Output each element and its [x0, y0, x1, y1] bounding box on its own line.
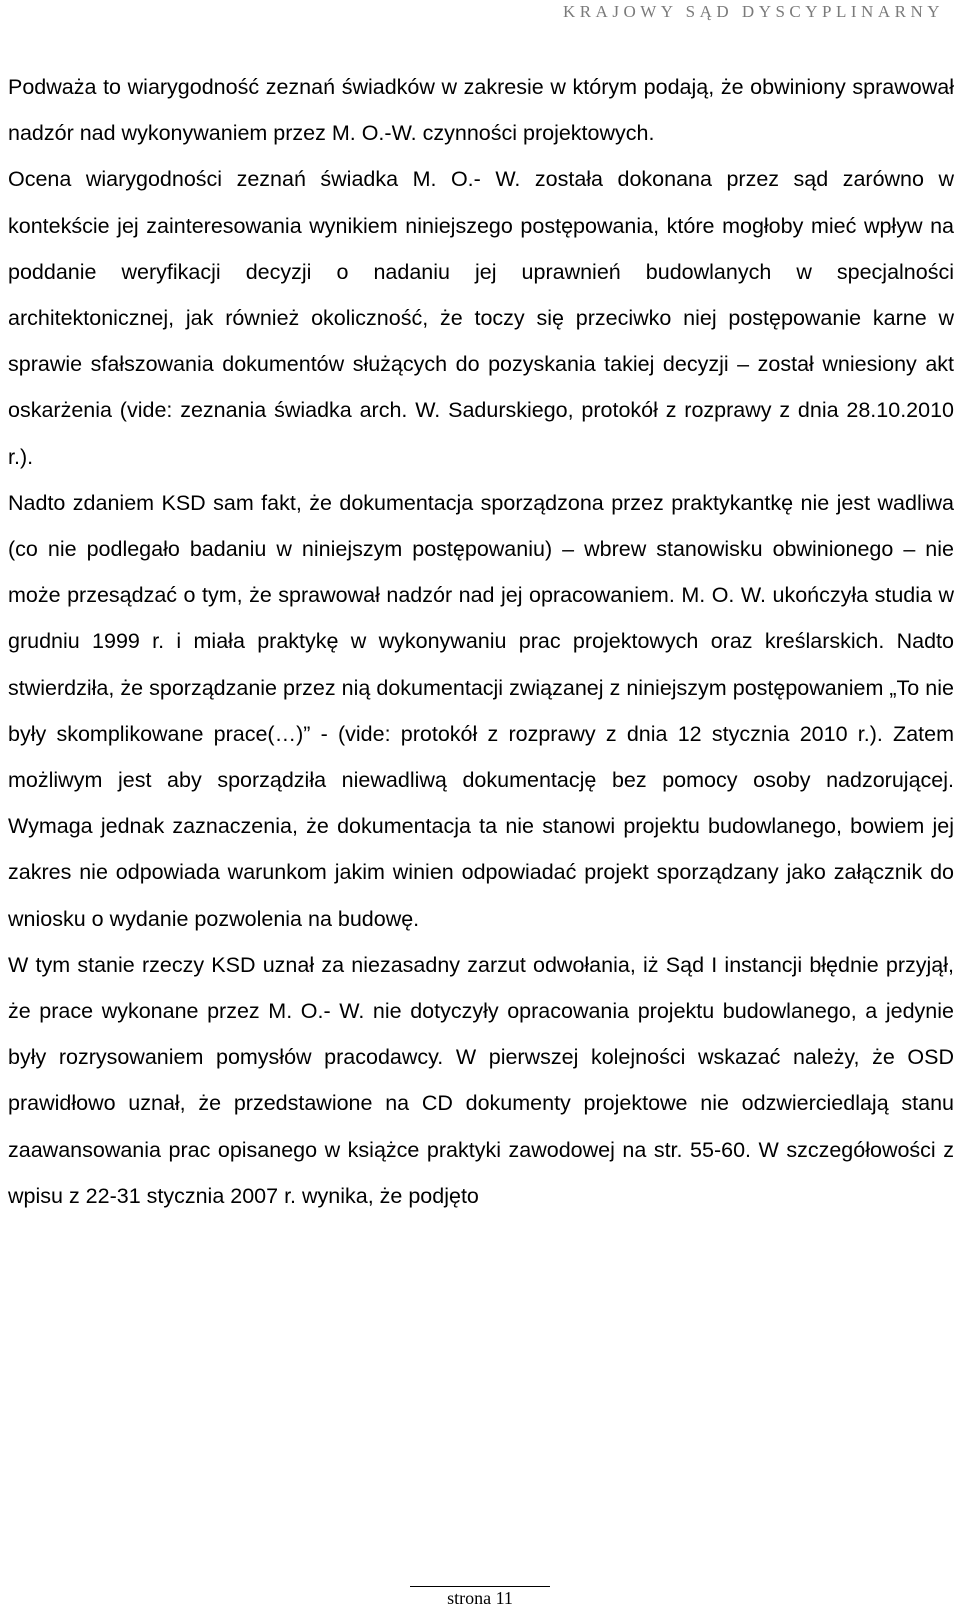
court-name: KRAJOWY SĄD DYSCYPLINARNY — [562, 2, 944, 21]
page-number: strona 11 — [447, 1588, 513, 1608]
paragraph-2: Ocena wiarygodności zeznań świadka M. O.- W. została dokonana przez sąd zarówno w kontekście jej zainteresowania wynikiem niniejszego postępowania, które mogłoby mieć wpływ na poddanie weryfikacji decyzji o nadaniu jej uprawnień budowlanych w specjalności architektonicznej, jak również okoliczność, że toczy się przeciwko niej postępowanie karne w sprawie sfałszowania dokumentów służących do pozyskania takiej decyzji – został wniesiony akt oskarżenia (vide: zeznania świadka arch. W. Sadurskiego, protokół z rozprawy z dnia 28.10.2010 r.). — [8, 167, 954, 469]
paragraph-3: Nadto zdaniem KSD sam fakt, że dokumentacja sporządzona przez praktykantkę nie jest wadliwa (co nie podlegało badaniu w niniejszym postępowaniu) – wbrew stanowisku obwinionego – nie może przesądzać o tym, że sprawował nadzór nad jej opracowaniem. M. O. W. ukończyła studia w grudniu 1999 r. i miała praktykę w wykonywaniu prac projektowych oraz kreślarskich. Nadto stwierdziła, że sporządzanie przez nią dokumentacji związanej z niniejszym postępowaniem „To nie były skomplikowane prace(…)” - (vide: protokół z rozprawy z dnia 12 stycznia 2010 r.). Zatem możliwym jest aby sporządziła niewadliwą dokumentację bez pomocy osoby nadzorującej. Wymaga jednak zaznaczenia, że dokumentacja ta nie stanowi projektu budowlanego, bowiem jej zakres nie odpowiada warunkom jakim winien odpowiadać projekt sporządzany jako załącznik do wniosku o wydanie pozwolenia na budowę. — [8, 490, 954, 931]
footer-divider — [410, 1586, 550, 1587]
paragraph-4: W tym stanie rzeczy KSD uznał za niezasadny zarzut odwołania, iż Sąd I instancji błędnie przyjął, że prace wykonane przez M. O.- W. nie dotyczyły opracowania projektu budowlanego, a jedynie były rozrysowaniem pomysłów pracodawcy. W pierwszej kolejności wskazać należy, że OSD prawidłowo uznał, że przedstawione na CD dokumenty projektowe nie odzwierciedlają stanu zaawansowania prac opisanego w książce praktyki zawodowej na str. 55-60. W szczegółowości z wpisu z 22-31 stycznia 2007 r. wynika, że podjęto — [8, 952, 954, 1208]
document-body — [8, 64, 954, 1219]
page-header — [0, 0, 960, 26]
paragraph-1: Podważa to wiarygodność zeznań świadków w zakresie w którym podają, że obwiniony sprawował nadzór nad wykonywaniem przez M. O.-W. czynności projektowych. — [8, 75, 954, 146]
